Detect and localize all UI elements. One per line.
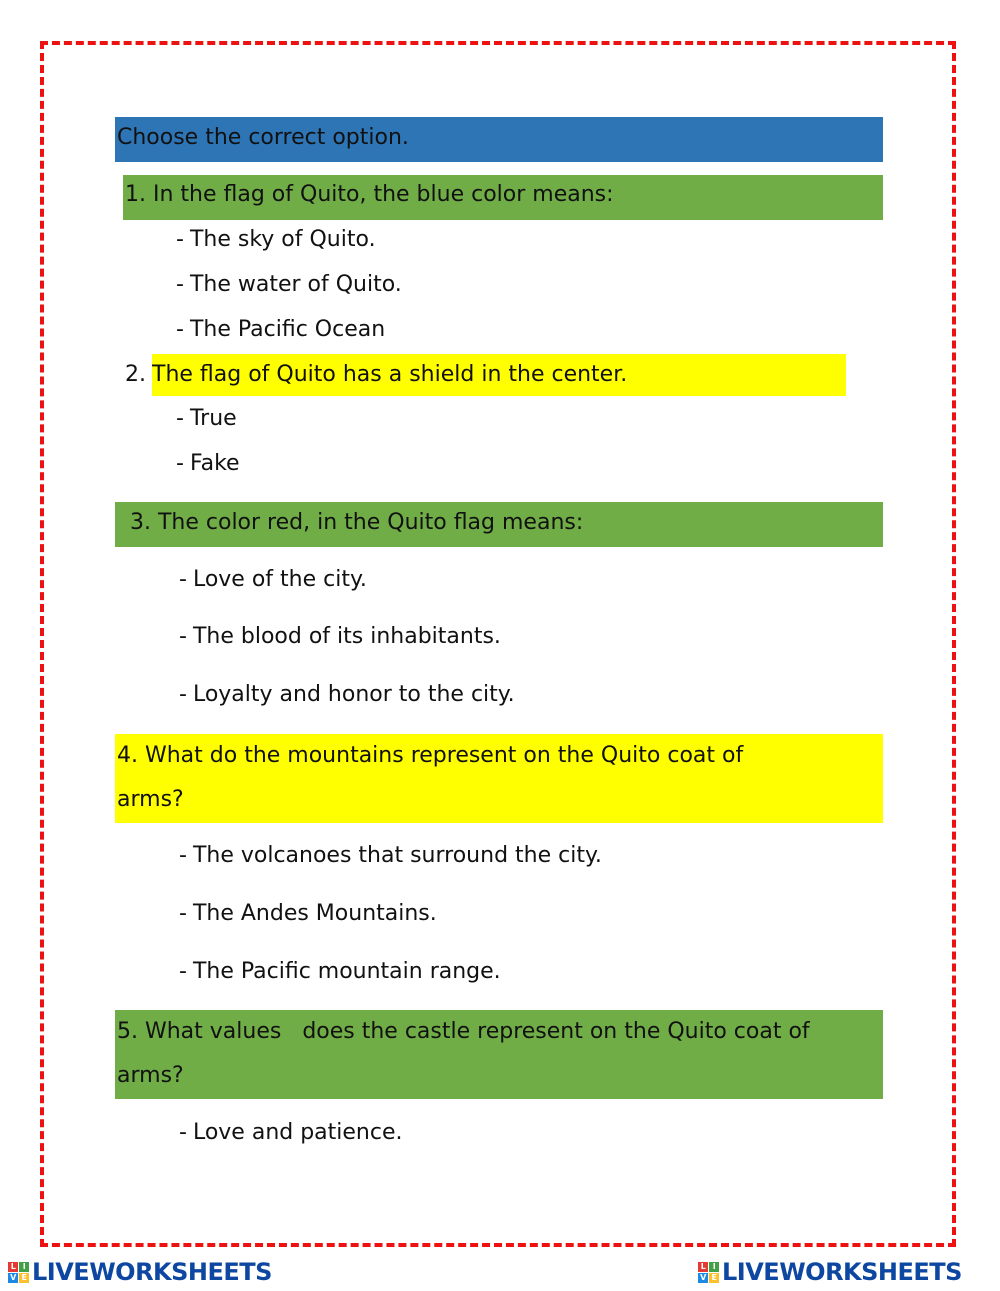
question-2-number: 2. [125, 362, 146, 387]
question-1-option-3[interactable] [176, 315, 385, 345]
question-3-option-2[interactable] [179, 622, 501, 652]
question-2-banner: The flag of Quito has a shield in the center. [152, 354, 846, 396]
option-text: Fake [189, 451, 240, 476]
question-3-banner: 3. The color red, in the Quito flag means: [115, 502, 883, 547]
option-text: The volcanoes that surround the city. [192, 843, 602, 868]
option-dash: - [179, 682, 187, 707]
option-text: The Andes Mountains. [192, 901, 437, 926]
question-2-option-1[interactable] [176, 404, 237, 434]
question-1-option-2[interactable] [176, 270, 402, 300]
question-5-text-line-1: 5. What values does the castle represent on the Quito coat of [117, 1019, 810, 1044]
option-dash: - [179, 624, 187, 649]
liveworksheets-logo-icon: L I V E [8, 1262, 29, 1283]
question-4-text-line-1: 4. What do the mountains represent on the Quito coat of [117, 743, 744, 768]
liveworksheets-wordmark: LIVEWORKSHEETS [722, 1258, 962, 1286]
question-4-option-3[interactable] [179, 957, 501, 987]
question-1-option-1[interactable] [176, 225, 376, 255]
question-5-option-1[interactable] [179, 1118, 403, 1148]
question-5-banner [115, 1010, 883, 1099]
option-text: True [189, 406, 237, 431]
option-text: Loyalty and honor to the city. [192, 682, 515, 707]
liveworksheets-logo-left [8, 1256, 272, 1288]
question-4-text-line-2: arms? [117, 787, 184, 812]
question-3-option-3[interactable] [179, 680, 515, 710]
option-text: The Pacific Ocean [189, 317, 386, 342]
option-dash: - [176, 227, 184, 252]
liveworksheets-logo-icon: L I V E [698, 1262, 719, 1283]
question-4-banner [115, 734, 883, 823]
option-dash: - [176, 272, 184, 297]
option-dash: - [179, 901, 187, 926]
question-4-option-2[interactable] [179, 899, 437, 929]
instructions-banner: Choose the correct option. [115, 117, 883, 162]
option-dash: - [176, 317, 184, 342]
option-dash: - [176, 451, 184, 476]
option-dash: - [176, 406, 184, 431]
question-4-option-1[interactable] [179, 841, 602, 871]
option-dash: - [179, 959, 187, 984]
question-3-option-1[interactable] [179, 565, 367, 595]
question-5-text-line-2: arms? [117, 1063, 184, 1088]
option-text: The sky of Quito. [189, 227, 376, 252]
option-text: Love of the city. [192, 567, 367, 592]
option-dash: - [179, 1120, 187, 1145]
liveworksheets-logo-right [698, 1256, 962, 1288]
option-dash: - [179, 567, 187, 592]
question-2-option-2[interactable] [176, 449, 240, 479]
option-text: The Pacific mountain range. [192, 959, 501, 984]
option-dash: - [179, 843, 187, 868]
liveworksheets-wordmark: LIVEWORKSHEETS [32, 1258, 272, 1286]
question-1-banner: 1. In the flag of Quito, the blue color means: [123, 175, 883, 220]
option-text: The water of Quito. [189, 272, 402, 297]
option-text: The blood of its inhabitants. [192, 624, 501, 649]
option-text: Love and patience. [192, 1120, 403, 1145]
